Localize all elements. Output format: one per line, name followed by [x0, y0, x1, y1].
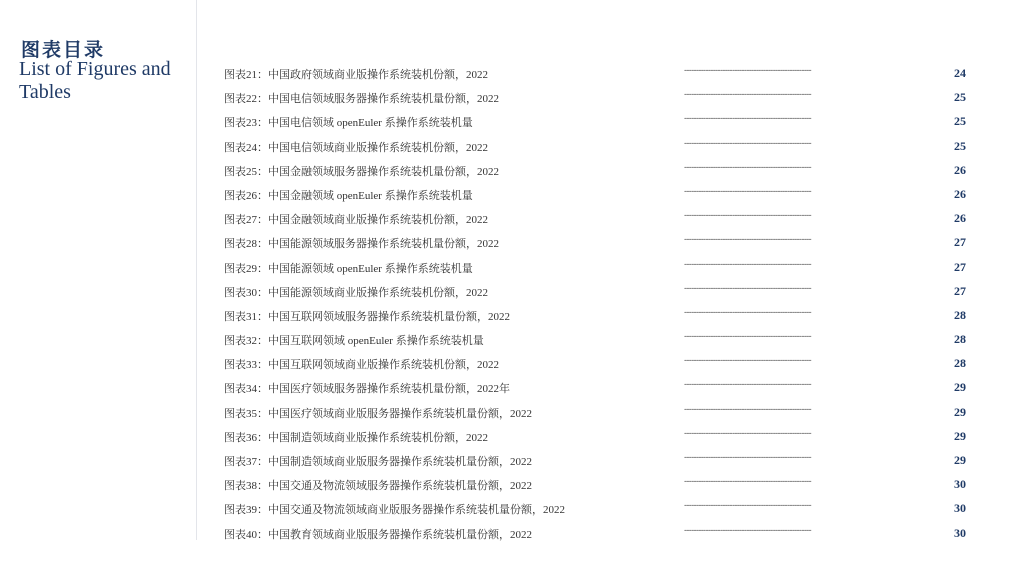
toc-entry[interactable] — [224, 424, 968, 448]
toc-leader-dashes: ----------------------------------------------------- — [684, 89, 812, 100]
toc-entry[interactable] — [224, 61, 968, 85]
toc-entry[interactable] — [224, 400, 968, 424]
toc-entry-label: 图表28：中国能源领域服务器操作系统装机量份额，2022 — [224, 238, 499, 251]
toc-entry[interactable] — [224, 206, 968, 230]
toc-entry[interactable] — [224, 448, 968, 472]
toc-entry[interactable] — [224, 472, 968, 496]
toc-leader-dashes: ----------------------------------------------------- — [684, 524, 812, 535]
toc-page-number: 29 — [954, 380, 966, 395]
toc-entry[interactable] — [224, 109, 968, 133]
toc-entry[interactable] — [224, 134, 968, 158]
toc-page-number: 24 — [954, 66, 966, 80]
toc-entry-label: 图表37：中国制造领域商业版服务器操作系统装机量份额，2022 — [224, 456, 532, 468]
toc-page-number: 29 — [954, 453, 966, 467]
toc-page-number: 28 — [954, 356, 966, 371]
toc-page-number: 26 — [954, 162, 966, 177]
toc-entry-label: 图表31：中国互联网领域服务器操作系统装机量份额，2022 — [224, 310, 510, 323]
toc-page-number: 29 — [954, 404, 966, 419]
toc-entry[interactable] — [224, 375, 968, 399]
toc-entry[interactable] — [224, 303, 968, 327]
page-title-en: List of Figures and Tables — [19, 58, 171, 103]
toc-list — [224, 61, 968, 545]
toc-entry-label: 图表27：中国金融领域商业版操作系统装机份额，2022 — [224, 214, 488, 227]
toc-page-number: 28 — [954, 332, 966, 347]
toc-entry-label: 图表22：中国电信领域服务器操作系统装机量份额，2022 — [224, 93, 499, 106]
toc-entry[interactable] — [224, 279, 968, 303]
toc-entry-label: 图表34：中国医疗领域服务器操作系统装机量份额，2022年 — [224, 383, 510, 396]
toc-entry-label: 图表35：中国医疗领域商业版服务器操作系统装机量份额，2022 — [224, 407, 532, 420]
toc-leader-dashes: ----------------------------------------------------- — [684, 476, 812, 487]
toc-entry-label: 图表21：中国政府领域商业版操作系统装机份额，2022 — [224, 69, 488, 81]
toc-entry-label: 图表29：中国能源领域 openEuler 系操作系统装机量 — [224, 262, 473, 275]
toc-entry-label: 图表23：中国电信领域 openEuler 系操作系统装机量 — [224, 117, 473, 130]
toc-leader-dashes: ----------------------------------------------------- — [684, 500, 812, 511]
toc-page-number: 29 — [954, 428, 966, 443]
toc-entry-label: 图表38：中国交通及物流领域服务器操作系统装机量份额，2022 — [224, 480, 532, 493]
toc-page-number: 25 — [954, 90, 966, 105]
toc-page-number: 25 — [954, 138, 966, 153]
toc-leader-dashes: ----------------------------------------------------- — [684, 427, 812, 438]
toc-entry[interactable] — [224, 521, 968, 545]
toc-page-number: 27 — [954, 235, 966, 250]
toc-leader-dashes: ----------------------------------------------------- — [684, 331, 812, 342]
toc-leader-dashes: ----------------------------------------------------- — [684, 258, 812, 269]
toc-page-number: 30 — [954, 525, 966, 540]
toc-leader-dashes: ----------------------------------------------------- — [684, 403, 812, 414]
toc-entry-label: 图表30：中国能源领域商业版操作系统装机份额，2022 — [224, 286, 488, 299]
toc-leader-dashes: ----------------------------------------------------- — [684, 306, 812, 317]
toc-leader-dashes: ----------------------------------------------------- — [684, 137, 812, 148]
toc-page-number: 26 — [954, 186, 966, 201]
toc-leader-dashes: ----------------------------------------------------- — [684, 379, 812, 390]
toc-entry-label: 图表36：中国制造领域商业版操作系统装机份额，2022 — [224, 431, 488, 444]
toc-entry[interactable] — [224, 85, 968, 109]
toc-entry-label: 图表40：中国教育领域商业版服务器操作系统装机量份额，2022 — [224, 528, 532, 541]
toc-leader-dashes: ----------------------------------------------------- — [684, 355, 812, 366]
sidebar — [0, 0, 197, 540]
toc-entry-label: 图表39：中国交通及物流领域商业版服务器操作系统装机量份额，2022 — [224, 504, 565, 517]
toc-page-number: 25 — [954, 114, 966, 129]
toc-leader-dashes: ----------------------------------------------------- — [684, 210, 812, 221]
toc-entry-label: 图表32：中国互联网领域 openEuler 系操作系统装机量 — [224, 335, 484, 348]
toc-page-number: 30 — [954, 501, 966, 516]
toc-page-number: 27 — [954, 283, 966, 298]
toc-entry-label: 图表26：中国金融领域 openEuler 系操作系统装机量 — [224, 189, 473, 202]
toc-leader-dashes: ----------------------------------------------------- — [684, 161, 812, 172]
toc-entry[interactable] — [224, 255, 968, 279]
toc-leader-dashes: ----------------------------------------------------- — [684, 234, 812, 245]
toc-entry[interactable] — [224, 182, 968, 206]
toc-entry[interactable] — [224, 496, 968, 520]
toc-entry[interactable] — [224, 327, 968, 351]
toc-leader-dashes: ----------------------------------------------------- — [684, 113, 812, 124]
toc-entry[interactable] — [224, 230, 968, 254]
toc-leader-dashes: ----------------------------------------------------- — [684, 452, 812, 462]
toc-entry[interactable] — [224, 351, 968, 375]
toc-page-number: 28 — [954, 307, 966, 322]
toc-leader-dashes: ----------------------------------------------------- — [684, 185, 812, 196]
toc-leader-dashes: ----------------------------------------------------- — [684, 282, 812, 293]
page-title-cn: 图表目录 — [21, 39, 106, 61]
toc-entry-label: 图表25：中国金融领域服务器操作系统装机量份额，2022 — [224, 165, 499, 178]
toc-page-number: 27 — [954, 259, 966, 274]
toc-page-number: 26 — [954, 211, 966, 226]
toc-entry-label: 图表33：中国互联网领域商业版操作系统装机份额，2022 — [224, 359, 499, 372]
toc-entry-label: 图表24：中国电信领域商业版操作系统装机份额，2022 — [224, 141, 488, 154]
toc-leader-dashes: ----------------------------------------------------- — [684, 65, 812, 75]
toc-entry[interactable] — [224, 158, 968, 182]
toc-page-number: 30 — [954, 477, 966, 492]
